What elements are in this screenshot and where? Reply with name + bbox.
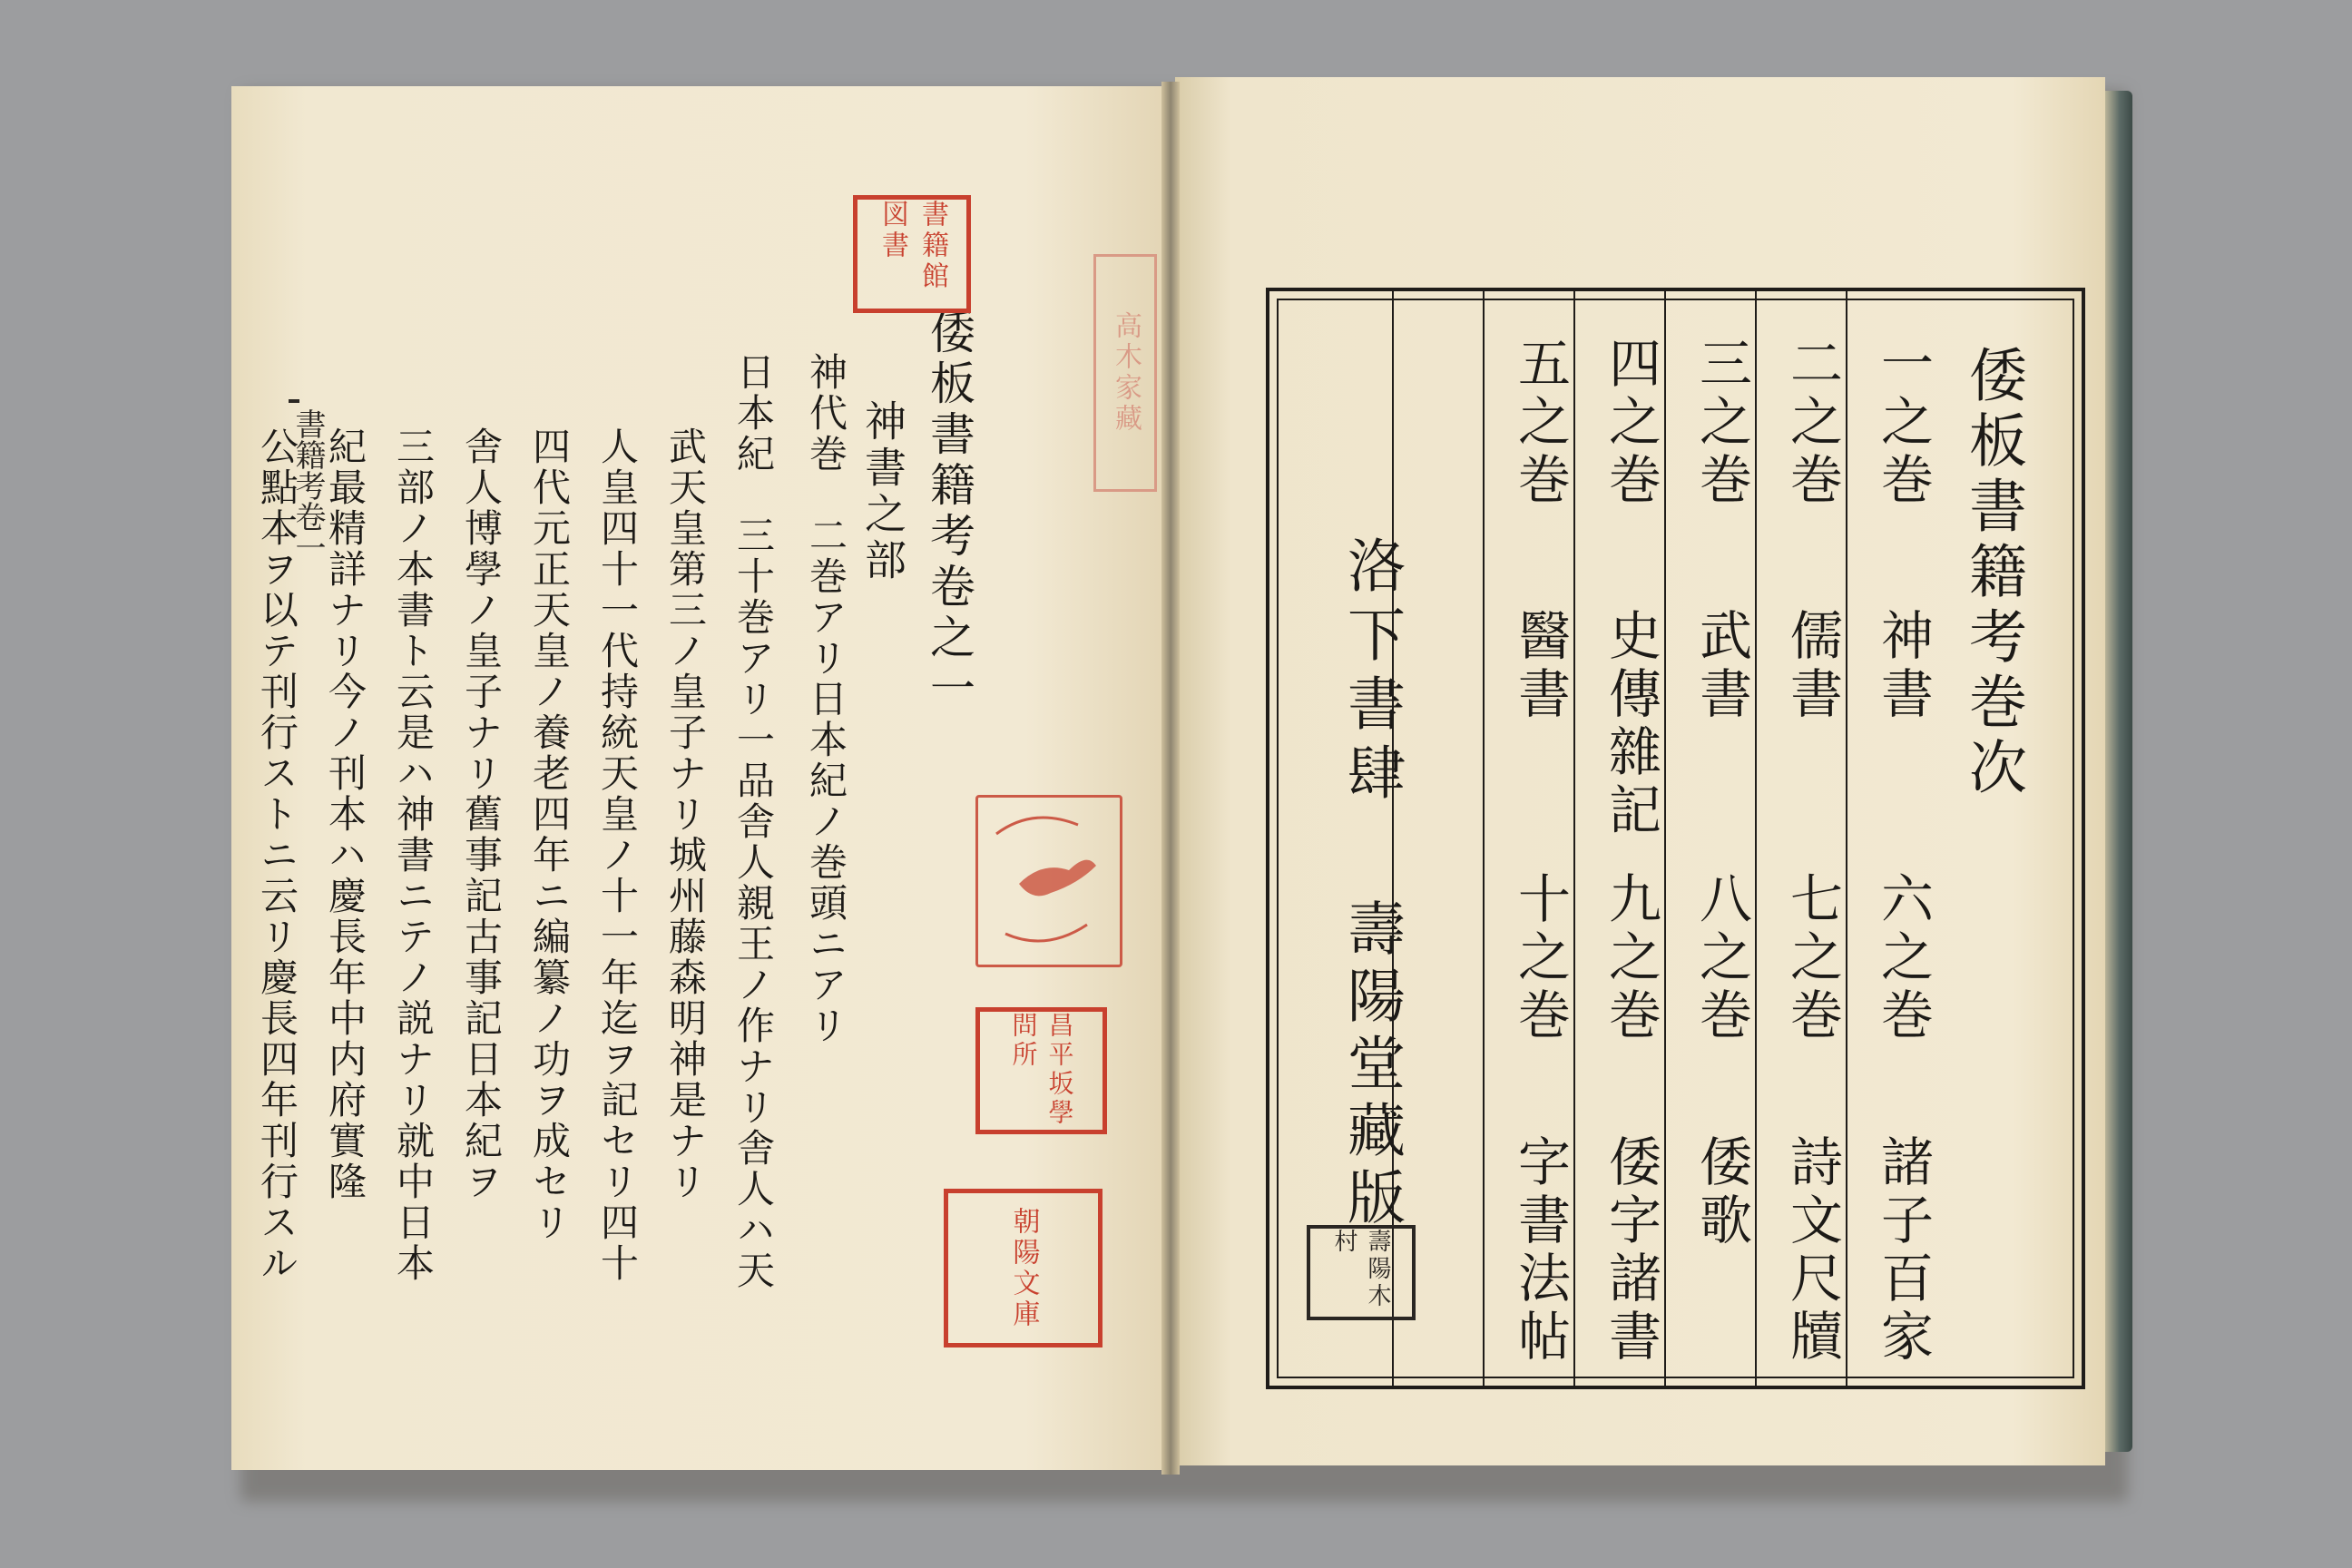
frame-divider xyxy=(1483,291,1485,1386)
volume-label: 六之巻 xyxy=(1872,871,1934,1045)
volume-subject: 倭歌 xyxy=(1690,1134,1752,1250)
volume-label: 一之巻 xyxy=(1872,336,1934,510)
contents-title: 倭板書籍考巻次 xyxy=(1959,345,2026,802)
volume-label: 四之巻 xyxy=(1600,336,1661,510)
publisher-name: 壽陽堂藏版 xyxy=(1338,898,1405,1234)
volume-subject: 醫書 xyxy=(1509,608,1571,724)
body-column: 公點本ヲ以テ刊行ストニ云リ慶長四年刊行スル xyxy=(255,426,299,1284)
volume-label: 二之巻 xyxy=(1781,336,1843,510)
volume-label: 三之巻 xyxy=(1690,336,1752,510)
volume-subject: 詩文尺牘 xyxy=(1781,1134,1843,1367)
volume-label: 五之巻 xyxy=(1509,336,1571,510)
owner-seal: 高木家藏 xyxy=(1093,254,1157,492)
volume-label: 十之巻 xyxy=(1509,871,1571,1045)
volume-subject: 倭字諸書 xyxy=(1600,1134,1661,1367)
body-column: 四代元正天皇ノ養老四年ニ編纂ノ功ヲ成セリ xyxy=(527,426,572,1243)
volume-label: 九之巻 xyxy=(1600,871,1661,1045)
fox-seal xyxy=(975,795,1122,967)
body-column: 三部ノ本書ト云是ハ神書ニテノ説ナリ就中日本 xyxy=(391,426,436,1284)
publisher-seal: 壽陽木村 xyxy=(1307,1225,1416,1320)
running-head: 書籍考卷一 xyxy=(289,408,326,563)
body-column: 人皇四十一代持統天皇ノ十一年迄ヲ記セリ四十 xyxy=(595,426,640,1284)
fox-icon xyxy=(978,798,1114,959)
section-heading: 神書之部 xyxy=(858,399,907,584)
volume-subject: 儒書 xyxy=(1781,608,1843,724)
volume-subject: 武書 xyxy=(1690,608,1752,724)
body-column: 紀最精詳ナリ今ノ刊本ハ慶長年中内府實隆 xyxy=(323,426,368,1202)
body-column: 日本紀 三十巻アリ一品舎人親王ノ作ナリ舎人ハ天 xyxy=(731,352,776,1291)
body-column: 神代巻 二巻アリ日本紀ノ巻頭ニアリ xyxy=(804,352,848,1046)
volume-subject: 諸子百家 xyxy=(1872,1134,1934,1367)
volume-subject: 字書法帖 xyxy=(1509,1134,1571,1367)
book-gutter xyxy=(1161,82,1180,1475)
body-column: 武天皇第三ノ皇子ナリ城州藤森明神是ナリ xyxy=(663,426,708,1202)
library-seal: 書籍館図書 xyxy=(853,195,971,313)
seal-bottom: 朝陽文庫 xyxy=(944,1189,1102,1348)
volume-label: 七之巻 xyxy=(1781,871,1843,1045)
left-title: 倭板書籍考卷之一 xyxy=(923,309,975,715)
volume-label: 八之巻 xyxy=(1690,871,1752,1045)
seal-middle: 昌平坂學問所 xyxy=(975,1007,1107,1134)
page-mark xyxy=(289,399,299,403)
volume-subject: 史傳雜記 xyxy=(1600,608,1661,840)
book-fore-edge xyxy=(2101,91,2132,1452)
body-column: 舎人博學ノ皇子ナリ舊事記古事記日本紀ヲ xyxy=(459,426,504,1202)
publisher-place: 洛下書肆 xyxy=(1338,535,1405,811)
volume-subject: 神書 xyxy=(1872,608,1934,724)
